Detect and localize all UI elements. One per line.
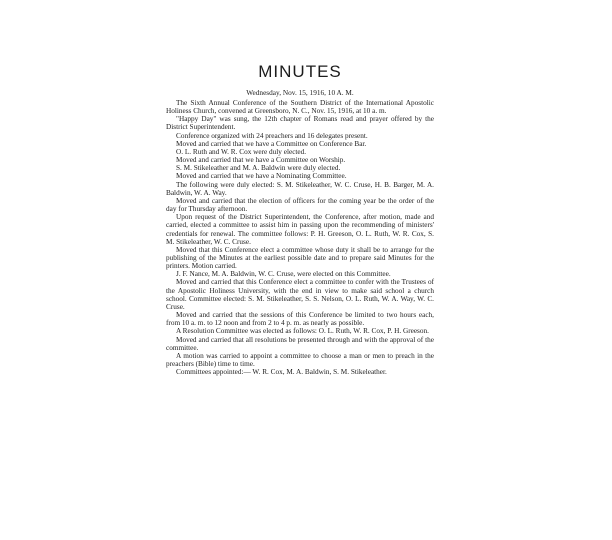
- minutes-paragraph: Moved and carried that we have a Committee on Conference Bar.: [176, 139, 367, 148]
- minutes-paragraph: Moved and carried that we have a Nominating Committee.: [176, 172, 347, 181]
- minutes-paragraph: Moved that this Conference elect a committee whose duty it shall be to arrange for the publishing of the Minutes at the earliest possible date and to prepare said Minutes for the printers. Motion carried.: [166, 245, 434, 271]
- minutes-paragraph: Conference organized with 24 preachers and 16 delegates present.: [176, 131, 368, 140]
- page-title: MINUTES: [258, 62, 342, 81]
- minutes-paragraph: S. M. Stikeleather and M. A. Baldwin were duly elected.: [176, 164, 341, 173]
- minutes-paragraph: Moved and carried that we have a Committee on Worship.: [176, 156, 346, 165]
- minutes-paragraph: Moved and carried that all resolutions be presented through and with the approval of the committee.: [166, 335, 434, 352]
- minutes-paragraph: Upon request of the District Superintendent, the Conference, after motion, made and carried, elected a committee to assist him in passing upon the recommending of ministers' credentials for renewal. The committee follows: P. H. Greeson, O. L. Ruth, W. R. Cox, S. M. Stikeleather, W. C. Cruse.: [166, 213, 434, 246]
- minutes-paragraph: Moved and carried that the election of officers for the coming year be the order of the day for Thursday afternoon.: [166, 196, 434, 214]
- minutes-paragraph: Moved and carried that the sessions of this Conference be limited to two hours each, from 10 a. m. to 12 noon and from 2 to 4 p. m. as nearly as possible.: [166, 311, 434, 328]
- minutes-paragraph: "Happy Day" was sung, the 12th chapter of Romans read and prayer offered by the District Superintendent.: [166, 115, 434, 132]
- minutes-page: [166, 62, 434, 376]
- minutes-paragraph: Committees appointed:— W. R. Cox, M. A. Baldwin, S. M. Stikeleather.: [176, 368, 387, 377]
- dateline: Wednesday, Nov. 15, 1916, 10 A. M.: [246, 88, 354, 97]
- minutes-paragraph: Moved and carried that this Conference elect a committee to confer with the Trustees of the Apostolic Holiness University, with the end in view to make said school a church school. Committee elected: S. M. Stikeleather, S. S. Nelson, O. L. Ruth, W. A. Way, W. C. Cruse.: [166, 278, 434, 311]
- minutes-paragraph: A motion was carried to appoint a committee to choose a man or men to preach in the preachers (Bible) time to time.: [166, 351, 434, 368]
- minutes-paragraph: The Sixth Annual Conference of the Southern District of the International Apostolic Holiness Church, convened at Greensboro, N. C., Nov. 15, 1916, at 10 a. m.: [166, 99, 434, 116]
- minutes-paragraph: O. L. Ruth and W. R. Cox were duly elected.: [176, 147, 307, 156]
- minutes-paragraph: The following were duly elected: S. M. Stikeleather, W. C. Cruse, H. B. Barger, M. A. Baldwin, W. A. Way.: [166, 180, 434, 197]
- minutes-body: [166, 99, 434, 376]
- minutes-paragraph: J. F. Nance, M. A. Baldwin, W. C. Cruse, were elected on this Committee.: [176, 270, 391, 279]
- minutes-paragraph: A Resolution Committee was elected as follows: O. L. Ruth, W. R. Cox, P. H. Greeson.: [176, 327, 429, 336]
